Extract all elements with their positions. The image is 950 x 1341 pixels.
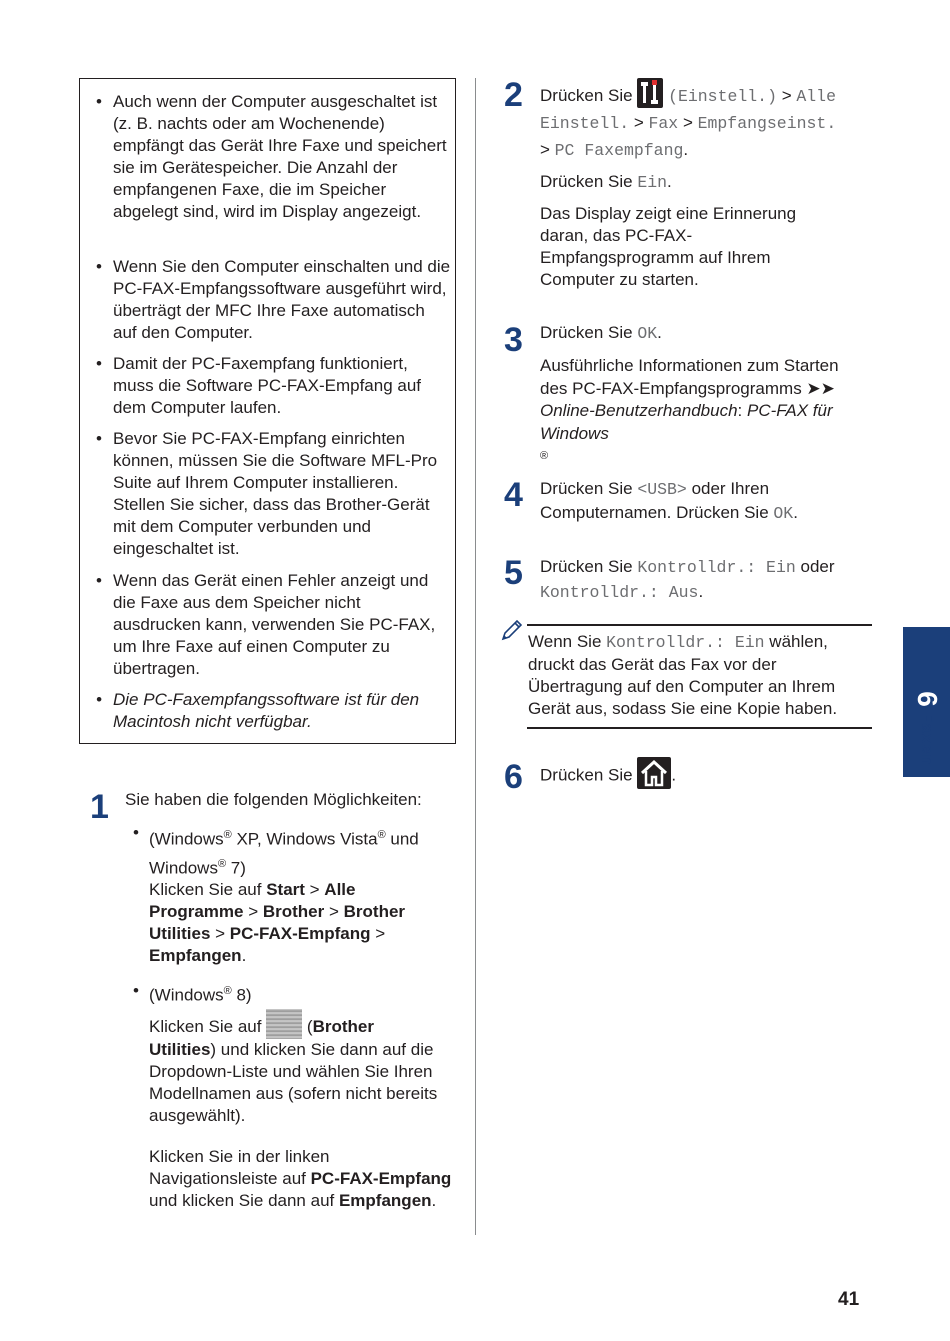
note-item: • Bevor Sie PC-FAX-Empfang einrichten können, müssen Sie die Software MFL-Pro Suite auf Ihrem Computer installieren. Stellen Sie sicher, dass das Brother-Gerät mit dem Computer verbunden und eingeschaltet ist. [113, 428, 453, 560]
step3-info: Ausführliche Informationen zum Starten des PC-FAX-Empfangsprogramms ➤➤ Online-Benutzerhandbuch: PC-FAX für Windows ® [540, 356, 839, 462]
step6-instructions: Drücken Sie . [540, 763, 676, 789]
note2-text: Wenn Sie Kontrolldr.: Ein wählen, druckt das Gerät das Fax vor der Übertragung auf den Computer an Ihrem Gerät aus, sodass Sie eine Kopie haben. [528, 632, 838, 718]
note-box [79, 78, 456, 744]
step1-nav-instructions: Klicken Sie in der linken Navigationsleiste auf PC-FAX-Empfang und klicken Sie dann auf Empfangen. [149, 1147, 452, 1210]
step-number: 6 [504, 758, 523, 796]
page-number: 41 [838, 1289, 860, 1310]
step2-press-ein: Drücken Sie Ein. [540, 172, 672, 192]
step1-win7-instructions: Klicken Sie auf Start > Alle Programme > Brother > Brother Utilities > PC-FAX-Empfang > Empfangen. [149, 880, 406, 965]
column-divider [475, 78, 476, 1235]
step3-press-ok: Drücken Sie OK. [540, 323, 662, 343]
brother-utilities-icon [266, 1009, 302, 1039]
step-number: 3 [504, 321, 523, 359]
settings-tools-icon [637, 78, 663, 108]
bullet: • [133, 823, 139, 842]
note-item: • Wenn das Gerät einen Fehler anzeigt und die Faxe aus dem Speicher nicht ausdrucken kann, verwenden Sie PC-FAX, um Ihre Faxe auf einen Computer zu übertragen. [113, 570, 453, 680]
step-number: 1 [90, 788, 109, 826]
note-rule-top [527, 624, 872, 626]
step2-instructions: Drücken Sie (Einstell.) > Alle Einstell. > Fax > Empfangseinst. > PC Faxempfang. [540, 83, 875, 164]
pencil-note-icon [500, 618, 524, 642]
step1-win7-heading: (Windows® XP, Windows Vista® und Windows® 7) [149, 829, 419, 878]
chapter-label: Faxen [918, 711, 937, 767]
step1-intro: Sie haben die folgenden Möglichkeiten: [125, 790, 422, 809]
step-number: 2 [504, 76, 523, 114]
home-icon [637, 757, 671, 789]
step-number: 4 [504, 476, 523, 514]
bullet: • [133, 981, 139, 1000]
step1-win8-heading: (Windows® 8) [149, 985, 252, 1005]
step-number: 5 [504, 554, 523, 592]
step2-display-text: Das Display zeigt eine Erinnerung daran, das PC-FAX-Empfangsprogramm auf Ihrem Computer zu starten. [540, 204, 797, 289]
note-item: • Wenn Sie den Computer einschalten und die PC-FAX-Empfangssoftware ausgeführt wird, überträgt der MFC Ihre Faxe automatisch auf den Computer. [113, 256, 453, 344]
note-rule-bottom [527, 727, 872, 729]
step1-win8-instructions: Klicken Sie auf (Brother Utilities) und klicken Sie dann auf die Dropdown-Liste und wählen Sie Ihren Modellnamen aus (sofern nicht bereits ausgewählt). [149, 1016, 454, 1127]
chapter-number: 6 [912, 691, 943, 707]
note-item: • Auch wenn der Computer ausgeschaltet ist (z. B. nachts oder am Wochenende) empfängt das Gerät Ihre Faxe und speichert sie im Gerätespeicher. Die Anzahl der empfangenen Faxe, die im Speicher abgelegt sind, wird im Display angezeigt. [113, 91, 453, 223]
step5-instructions: Drücken Sie Kontrolldr.: Ein oder Kontrolldr.: Aus. [540, 557, 835, 602]
step4-instructions: Drücken Sie <USB> oder Ihren Computernamen. Drücken Sie OK. [540, 479, 798, 523]
note-item: • Damit der PC-Faxempfang funktioniert, muss die Software PC-FAX-Empfang auf dem Computer laufen. [113, 353, 453, 419]
note-item-italic: • Die PC-Faxempfangssoftware ist für den Macintosh nicht verfügbar. [113, 689, 453, 733]
chapter-label-wrap [902, 704, 947, 774]
